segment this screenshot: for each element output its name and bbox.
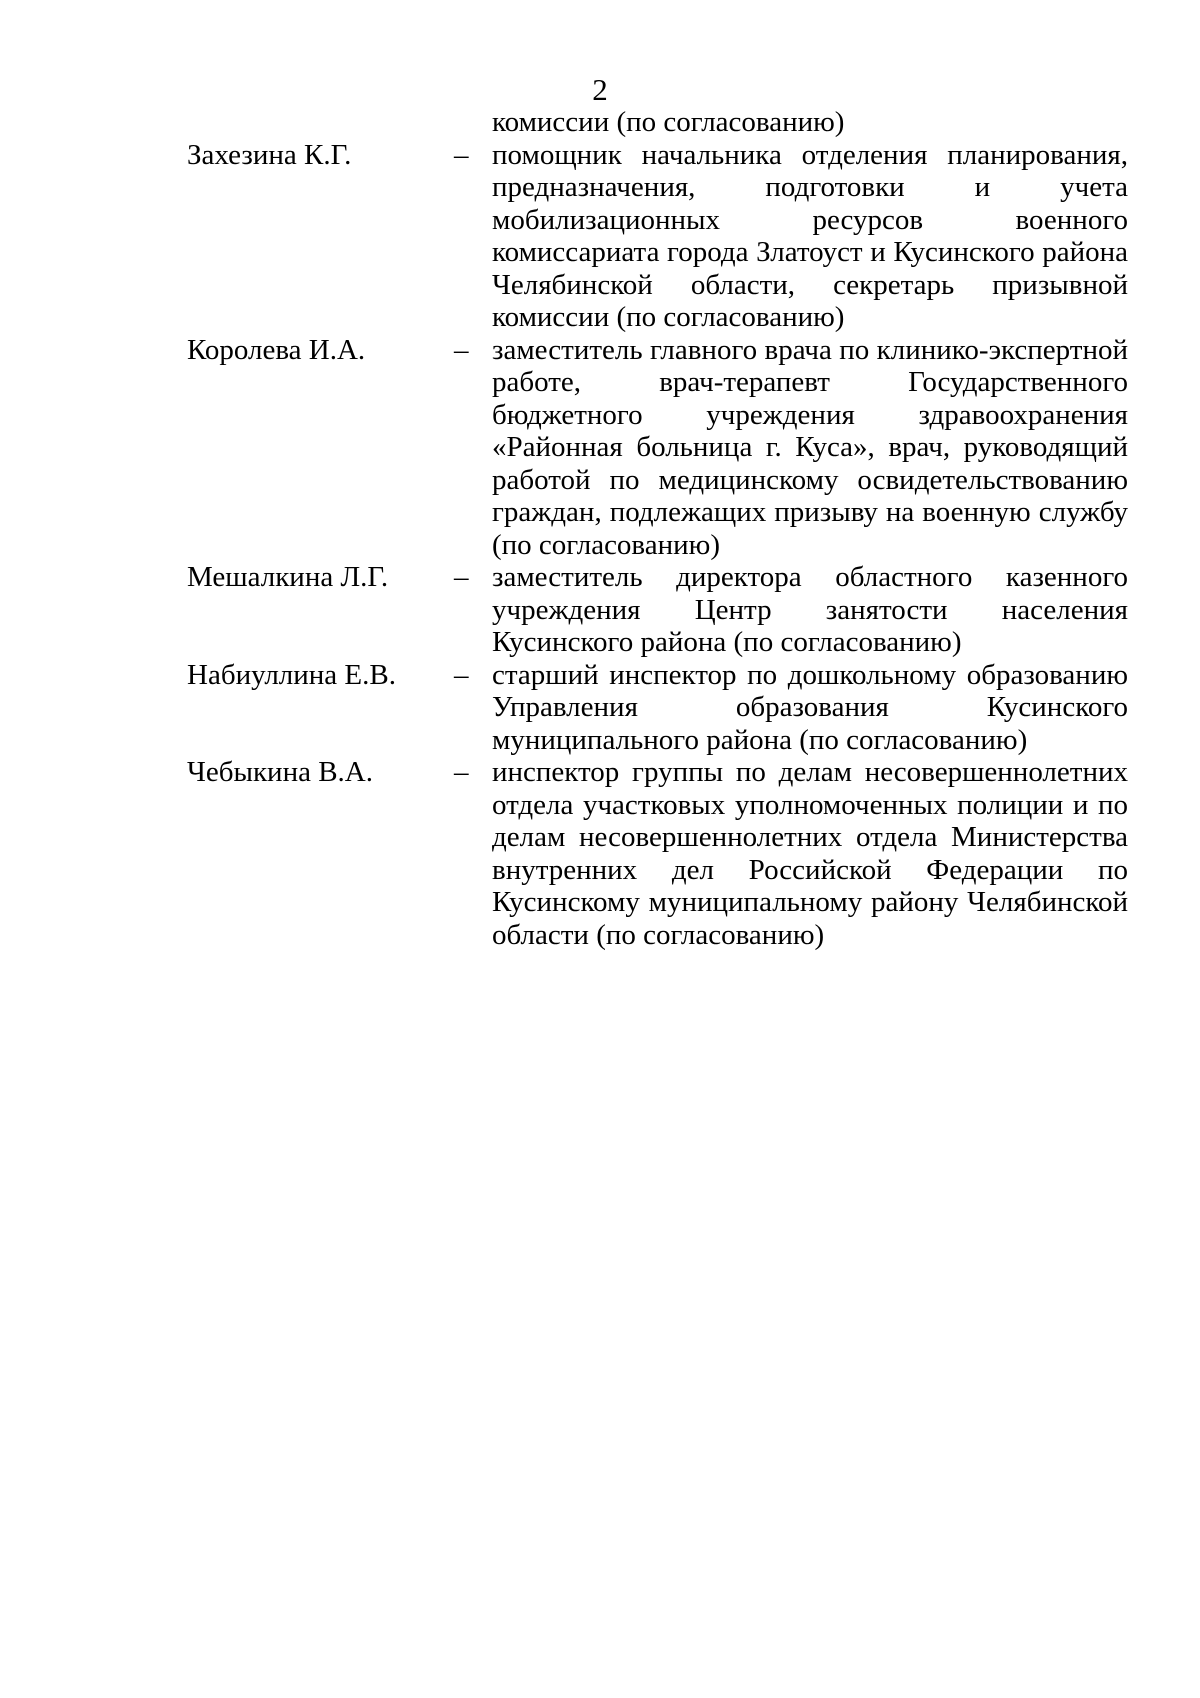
member-name: Мешалкина Л.Г. xyxy=(187,561,389,593)
member-description: старший инспектор по дошкольному образованию Управления образования Кусинского муниципального района (по согласованию) xyxy=(492,658,1128,756)
commission-member-list xyxy=(187,106,1128,951)
member-dash: – xyxy=(454,138,469,171)
continuation-text: комиссии (по согласованию) xyxy=(492,106,845,138)
member-name: Захезина К.Г. xyxy=(187,138,352,171)
member-description: заместитель директора областного казенного учреждения Центр занятости населения Кусинского района (по согласованию) xyxy=(492,561,1128,658)
page-number: 2 xyxy=(592,72,608,107)
member-row xyxy=(187,334,1128,562)
member-description: помощник начальника отделения планирования, предназначения, подготовки и учета мобилизационных ресурсов военного комиссариата города Златоуст и Кусинского района Челябинской области, секретарь призывной комиссии (по согласованию) xyxy=(492,138,1128,333)
member-description: инспектор группы по делам несовершеннолетних отдела участковых уполномоченных полиции и по делам несовершеннолетних отдела Министерства внутренних дел Российской Федерации по Кусинскому муниципальному району Челябинской области (по согласованию) xyxy=(492,756,1128,951)
member-dash: – xyxy=(454,333,469,366)
member-name: Чебыкина В.А. xyxy=(187,756,373,788)
member-name: Набиуллина Е.В. xyxy=(187,658,396,691)
member-name: Королева И.А. xyxy=(187,333,366,366)
member-row xyxy=(187,659,1128,757)
member-description: заместитель главного врача по клинико-экспертной работе, врач-терапевт Государственного бюджетного учреждения здравоохранения «Районная больница г. Куса», врач, руководящий работой по медицинскому освидетельствованию граждан, подлежащих призыву на военную службу (по согласованию) xyxy=(492,333,1128,561)
member-dash: – xyxy=(454,658,469,691)
member-dash: – xyxy=(454,756,469,788)
member-row xyxy=(187,756,1128,951)
member-row xyxy=(187,561,1128,659)
member-dash: – xyxy=(454,561,469,593)
member-row xyxy=(187,139,1128,334)
